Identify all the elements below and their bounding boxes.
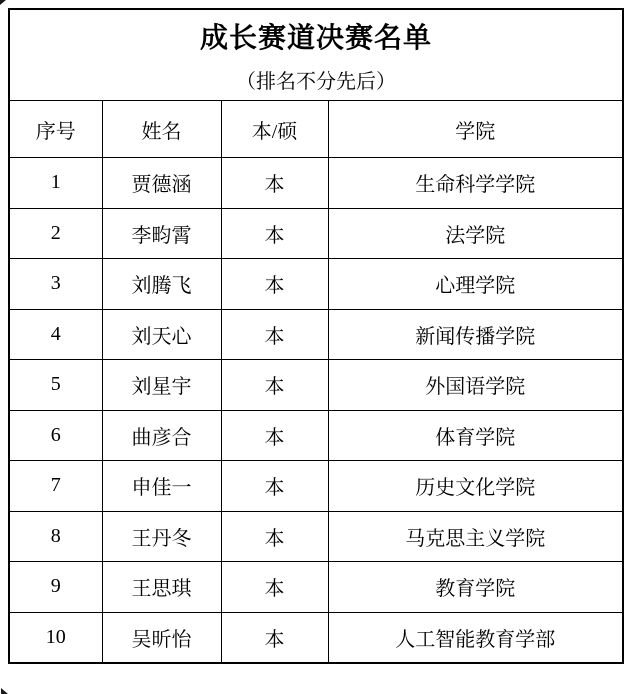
finalist-roster-table <box>8 8 624 664</box>
name-cell: 王思琪 <box>102 562 221 613</box>
degree-cell: 本 <box>221 259 328 310</box>
serial-cell: 7 <box>9 461 102 512</box>
degree-cell: 本 <box>221 410 328 461</box>
degree-cell: 本 <box>221 461 328 512</box>
table-row <box>9 461 623 512</box>
degree-cell: 本 <box>221 562 328 613</box>
name-cell: 刘天心 <box>102 309 221 360</box>
college-cell: 外国语学院 <box>328 360 623 411</box>
title-section <box>9 9 623 158</box>
name-cell: 刘腾飞 <box>102 259 221 310</box>
serial-cell: 1 <box>9 158 102 209</box>
name-cell: 吴昕怡 <box>102 612 221 663</box>
table-row <box>9 158 623 209</box>
table-row <box>9 360 623 411</box>
college-cell: 法学院 <box>328 208 623 259</box>
college-cell: 心理学院 <box>328 259 623 310</box>
degree-cell: 本 <box>221 511 328 562</box>
serial-cell: 3 <box>9 259 102 310</box>
serial-cell: 9 <box>9 562 102 613</box>
serial-cell: 4 <box>9 309 102 360</box>
serial-cell: 10 <box>9 612 102 663</box>
table-row <box>9 309 623 360</box>
page-title: 成长赛道决赛名单 <box>200 22 433 53</box>
table-row <box>9 208 623 259</box>
college-cell: 新闻传播学院 <box>328 309 623 360</box>
college-cell: 教育学院 <box>328 562 623 613</box>
table-row <box>9 562 623 613</box>
serial-cell: 6 <box>9 410 102 461</box>
table-header-row <box>9 101 623 158</box>
degree-cell: 本 <box>221 158 328 209</box>
scan-artifact-top-left <box>0 0 6 5</box>
header-name: 姓名 <box>102 101 221 158</box>
page-subtitle: （排名不分先后） <box>236 71 396 93</box>
name-cell: 王丹冬 <box>102 511 221 562</box>
scan-artifact-bottom-left <box>1 688 8 694</box>
header-serial-number: 序号 <box>9 101 102 158</box>
college-cell: 生命科学学院 <box>328 158 623 209</box>
degree-cell: 本 <box>221 612 328 663</box>
name-cell: 刘星宇 <box>102 360 221 411</box>
name-cell: 曲彦合 <box>102 410 221 461</box>
college-cell: 历史文化学院 <box>328 461 623 512</box>
college-cell: 马克思主义学院 <box>328 511 623 562</box>
title-row <box>9 9 623 101</box>
serial-cell: 8 <box>9 511 102 562</box>
table-row <box>9 410 623 461</box>
serial-cell: 2 <box>9 208 102 259</box>
degree-cell: 本 <box>221 360 328 411</box>
table-row <box>9 612 623 663</box>
name-cell: 申佳一 <box>102 461 221 512</box>
table-row <box>9 259 623 310</box>
table-body <box>9 158 623 664</box>
title-cell <box>9 9 623 101</box>
header-college: 学院 <box>328 101 623 158</box>
degree-cell: 本 <box>221 208 328 259</box>
degree-cell: 本 <box>221 309 328 360</box>
college-cell: 人工智能教育学部 <box>328 612 623 663</box>
college-cell: 体育学院 <box>328 410 623 461</box>
header-degree: 本/硕 <box>221 101 328 158</box>
name-cell: 李畇霄 <box>102 208 221 259</box>
table-row <box>9 511 623 562</box>
serial-cell: 5 <box>9 360 102 411</box>
name-cell: 贾德涵 <box>102 158 221 209</box>
